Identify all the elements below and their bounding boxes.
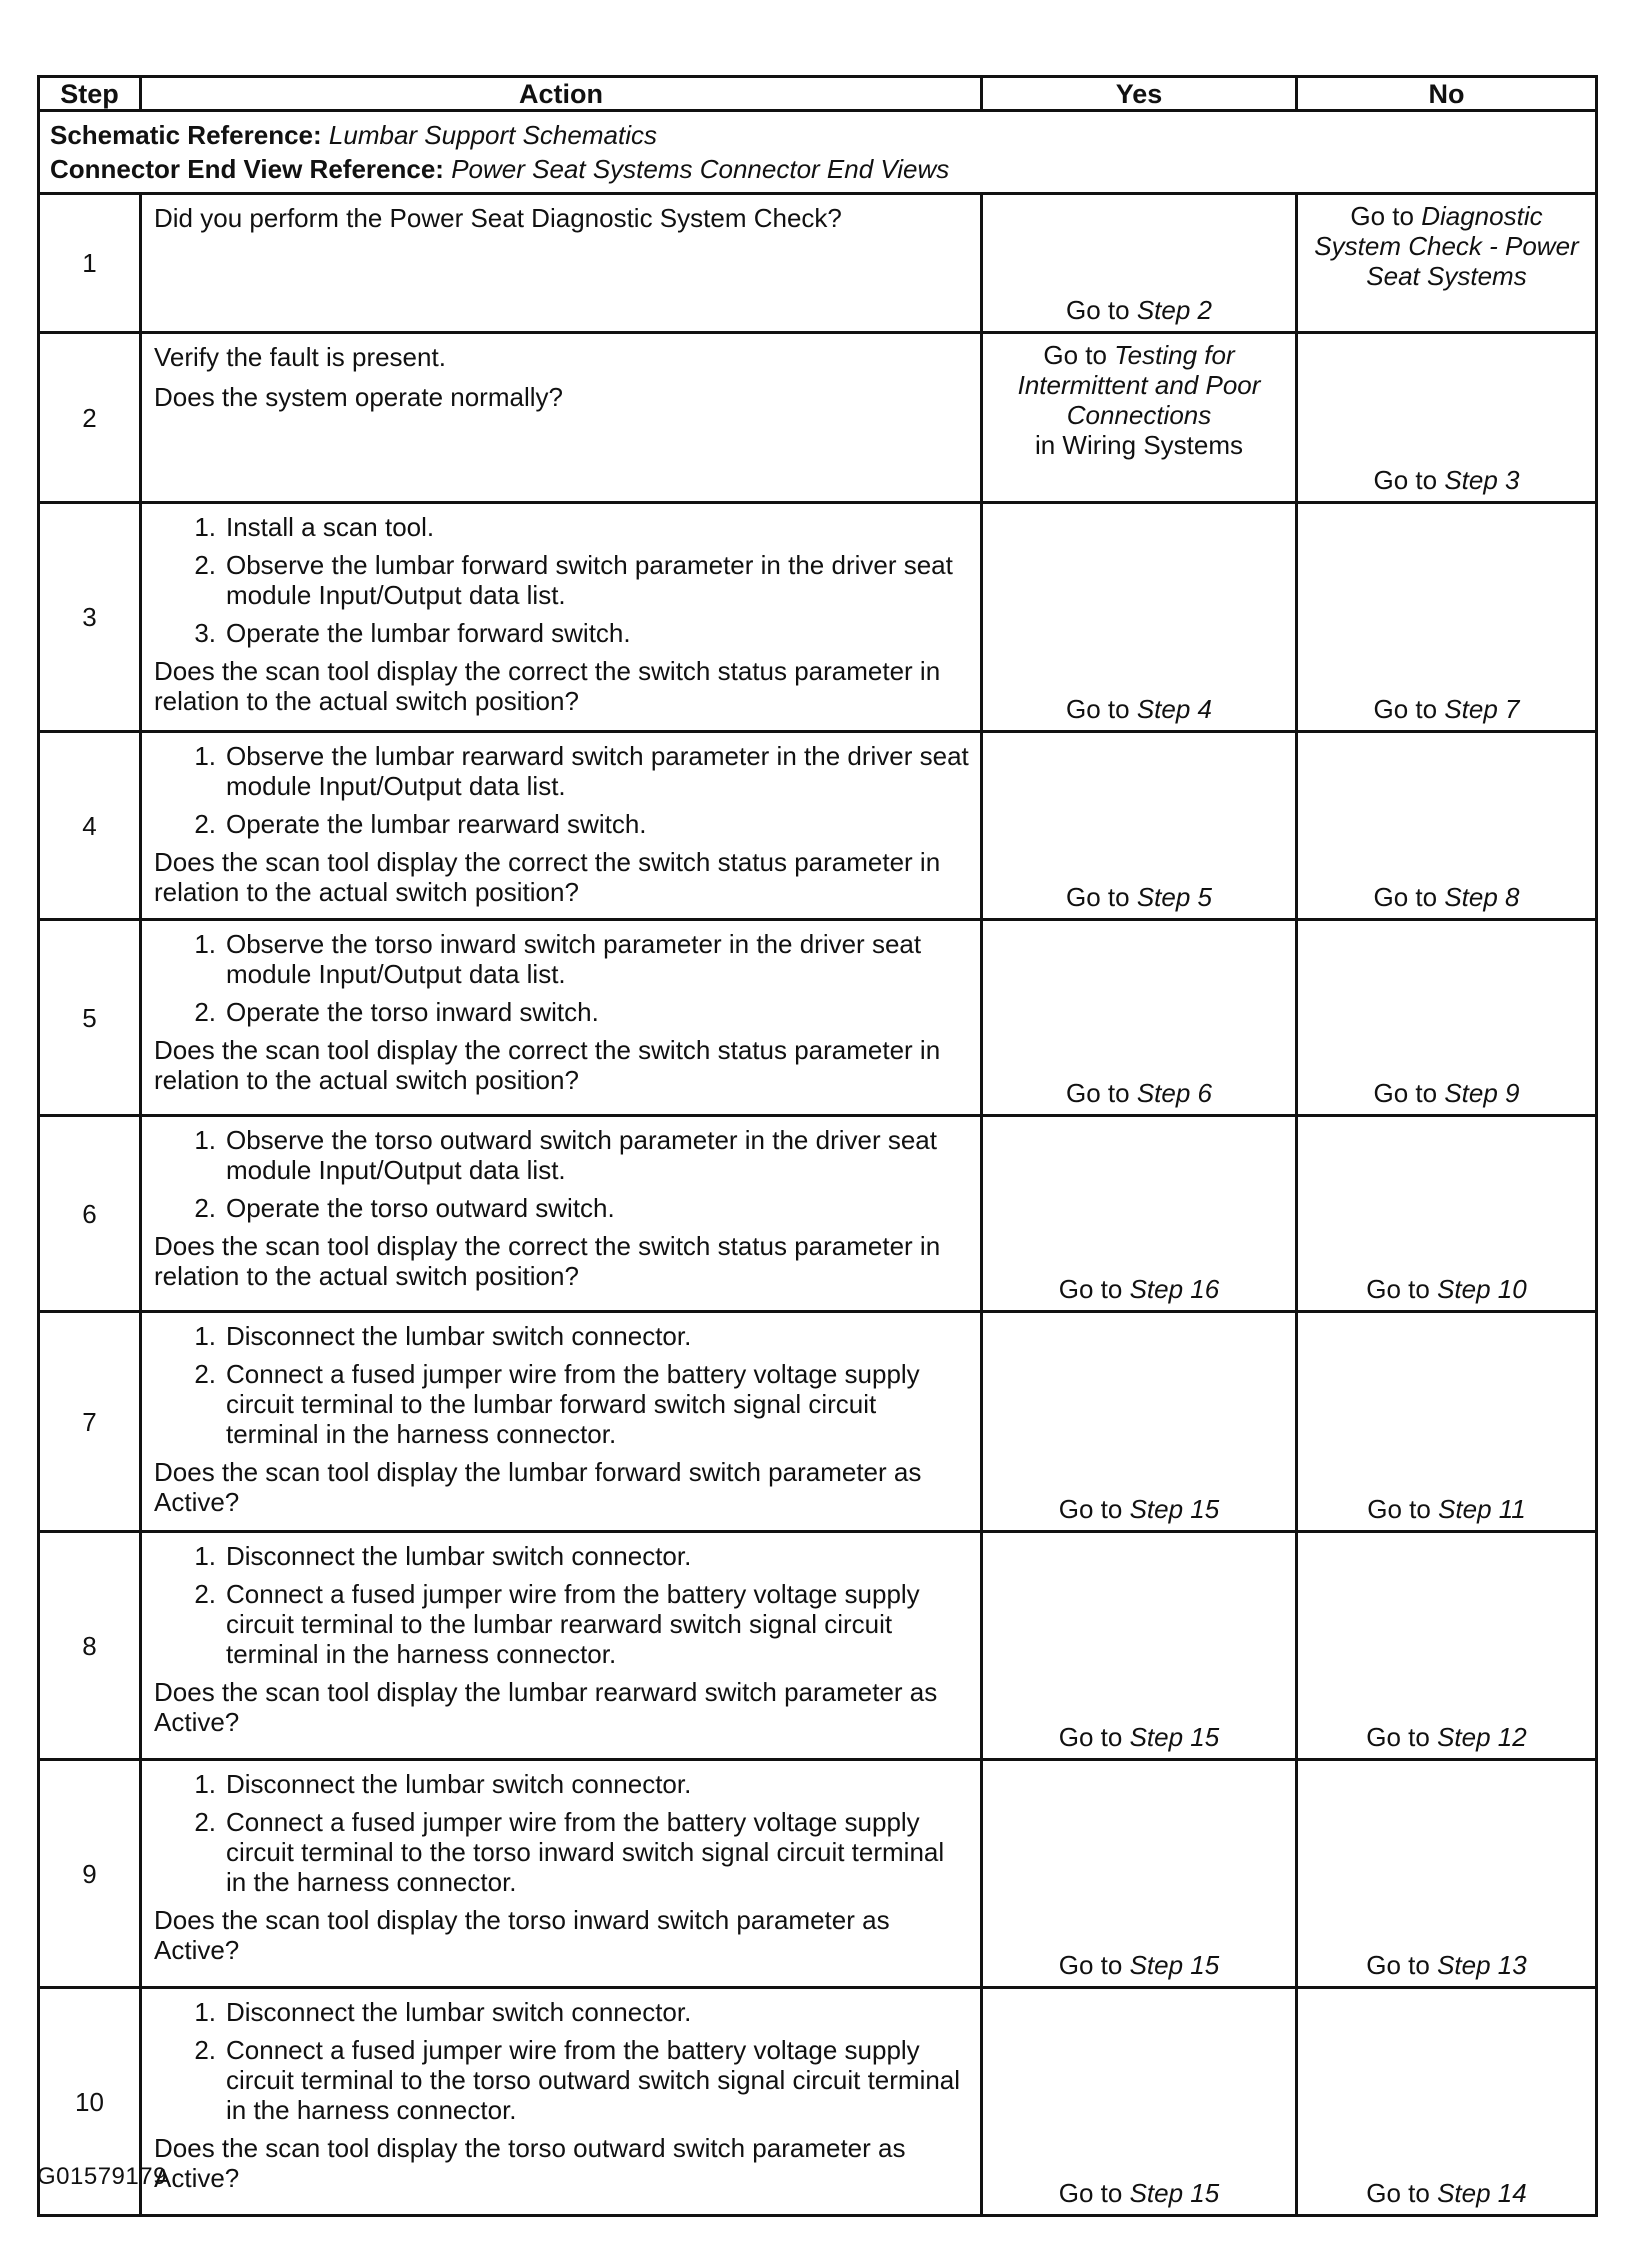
no-goto-link[interactable]: [1374, 1078, 1520, 1108]
substep-number: 1.: [194, 1769, 216, 1799]
diagnostic-table: [37, 75, 1598, 2217]
no-goto-link[interactable]: [1374, 882, 1520, 912]
substep-text: Install a scan tool.: [226, 512, 435, 542]
no-cell: [1297, 1116, 1597, 1312]
action-cell: [141, 503, 982, 732]
substep-number: 2.: [194, 1579, 216, 1609]
no-goto-link[interactable]: [1374, 694, 1520, 724]
substep-item: [154, 1321, 970, 1351]
action-cell: [141, 1988, 982, 2216]
yes-goto-link[interactable]: [1059, 1274, 1219, 1304]
substep-text: Operate the torso inward switch.: [226, 997, 599, 1027]
substep-text: Operate the lumbar rearward switch.: [226, 809, 647, 839]
substep-number: 1.: [194, 1321, 216, 1351]
goto-target: Step 14: [1437, 2178, 1527, 2208]
goto-target: Step 4: [1136, 694, 1212, 724]
connector-reference: [50, 154, 1585, 184]
action-cell: [141, 732, 982, 920]
yes-cell: [982, 1760, 1297, 1988]
substep-item: [154, 618, 970, 648]
schematic-reference: [50, 120, 1585, 150]
no-goto-link[interactable]: [1367, 1494, 1526, 1524]
substep-list: [154, 1125, 970, 1223]
action-cell: [141, 1532, 982, 1760]
substep-list: [154, 741, 970, 839]
substep-item: [154, 997, 970, 1027]
goto-prefix: Go to: [1373, 1078, 1438, 1108]
substep-item: [154, 809, 970, 839]
yes-cell: [982, 1532, 1297, 1760]
action-cell: [141, 333, 982, 503]
yes-cell: [982, 333, 1297, 503]
goto-prefix: Go to: [1058, 1950, 1123, 1980]
goto-suffix: in Wiring Systems: [1034, 430, 1244, 460]
substep-item: [154, 1579, 970, 1669]
substep-text: Disconnect the lumbar switch connector.: [226, 1769, 692, 1799]
goto-target: Step 13: [1437, 1950, 1527, 1980]
substep-item: [154, 1807, 970, 1897]
connector-reference-link[interactable]: Power Seat Systems Connector End Views: [451, 154, 950, 184]
substep-text: Connect a fused jumper wire from the battery voltage supply circuit terminal to the torso outward switch signal circuit terminal in the harness connector.: [226, 2035, 961, 2125]
substep-item: [154, 1769, 970, 1799]
substep-list: [154, 1769, 970, 1897]
substep-text: Disconnect the lumbar switch connector.: [226, 1541, 692, 1571]
header-no: No: [1297, 77, 1597, 111]
substep-number: 2.: [194, 2035, 216, 2065]
goto-prefix: Go to: [1058, 1494, 1123, 1524]
goto-target: Step 15: [1129, 1494, 1220, 1524]
action-question: Does the scan tool display the correct the switch status parameter in relation to the actual switch position?: [154, 847, 941, 907]
action-question: Does the scan tool display the torso outward switch parameter as Active?: [154, 2133, 906, 2193]
table-row: [39, 1532, 1597, 1760]
goto-target: Diagnostic System Check - Power Seat Systems: [1314, 201, 1579, 291]
substep-item: [154, 1193, 970, 1223]
action-cell: [141, 194, 982, 333]
table-row: [39, 1760, 1597, 1988]
substep-list: [154, 1997, 970, 2125]
substep-text: Observe the torso inward switch parameter in the driver seat module Input/Output data list.: [226, 929, 922, 989]
goto-prefix: Go to: [1066, 694, 1130, 724]
table-row: [39, 732, 1597, 920]
yes-cell: [982, 732, 1297, 920]
reference-cell: [39, 111, 1597, 194]
no-cell: [1297, 1312, 1597, 1532]
table-row: [39, 920, 1597, 1116]
no-cell: [1297, 194, 1597, 333]
substep-list: [154, 1321, 970, 1449]
substep-list: [154, 512, 970, 648]
no-cell: [1297, 1988, 1597, 2216]
action-question: Does the scan tool display the lumbar forward switch parameter as Active?: [154, 1457, 922, 1517]
goto-prefix: Go to: [1366, 1274, 1430, 1304]
no-goto-link[interactable]: [1314, 201, 1578, 291]
goto-target: Step 8: [1444, 882, 1520, 912]
action-text: Does the system operate normally?: [154, 382, 563, 412]
substep-text: Operate the torso outward switch.: [226, 1193, 615, 1223]
goto-prefix: Go to: [1373, 694, 1438, 724]
substep-number: 1.: [194, 512, 216, 542]
action-question: Does the scan tool display the correct the switch status parameter in relation to the actual switch position?: [154, 1035, 941, 1095]
substep-item: [154, 1541, 970, 1571]
action-cell: [141, 1760, 982, 1988]
table-body: [39, 111, 1597, 2216]
substep-number: 2.: [194, 997, 216, 1027]
reference-row: [39, 111, 1597, 194]
step-number: 10: [39, 1988, 141, 2216]
substep-number: 1.: [194, 1125, 216, 1155]
goto-target: Step 10: [1437, 1274, 1527, 1304]
action-question: Does the scan tool display the lumbar rearward switch parameter as Active?: [154, 1677, 938, 1737]
step-number: 4: [39, 732, 141, 920]
yes-cell: [982, 194, 1297, 333]
goto-prefix: Go to: [1366, 2178, 1430, 2208]
goto-target: Testing for Intermittent and Poor Connections: [1017, 340, 1261, 430]
goto-target: Step 6: [1136, 1078, 1212, 1108]
goto-target: Step 3: [1444, 465, 1520, 495]
goto-prefix: Go to: [1373, 882, 1438, 912]
goto-target: Step 16: [1129, 1274, 1220, 1304]
action-text: Did you perform the Power Seat Diagnostic System Check?: [154, 203, 842, 233]
goto-target: Step 12: [1437, 1722, 1527, 1752]
step-number: 3: [39, 503, 141, 732]
goto-target: Step 2: [1136, 295, 1212, 325]
goto-prefix: Go to: [1366, 1722, 1430, 1752]
substep-text: Disconnect the lumbar switch connector.: [226, 1321, 692, 1351]
table-row: [39, 1988, 1597, 2216]
goto-target: Step 15: [1129, 2178, 1220, 2208]
yes-cell: [982, 920, 1297, 1116]
no-cell: [1297, 1532, 1597, 1760]
no-cell: [1297, 503, 1597, 732]
table-row: [39, 194, 1597, 333]
goto-prefix: Go to: [1058, 1274, 1123, 1304]
substep-number: 2.: [194, 809, 216, 839]
substep-item: [154, 550, 970, 610]
substep-text: Connect a fused jumper wire from the battery voltage supply circuit terminal to the lumbar forward switch signal circuit terminal in the harness connector.: [226, 1359, 920, 1449]
no-goto-link[interactable]: [1366, 2178, 1526, 2208]
substep-item: [154, 1125, 970, 1185]
substep-list: [154, 929, 970, 1027]
substep-number: 2.: [194, 1193, 216, 1223]
step-number: 1: [39, 194, 141, 333]
substep-text: Connect a fused jumper wire from the battery voltage supply circuit terminal to the lumbar rearward switch signal circuit terminal in the harness connector.: [226, 1579, 920, 1669]
no-goto-link[interactable]: [1366, 1722, 1526, 1752]
no-goto-link[interactable]: [1374, 465, 1520, 495]
yes-cell: [982, 1312, 1297, 1532]
substep-number: 1.: [194, 741, 216, 771]
yes-goto-link[interactable]: [1059, 1950, 1219, 1980]
goto-target: Step 15: [1129, 1722, 1220, 1752]
action-question: Does the scan tool display the correct the switch status parameter in relation to the actual switch position?: [154, 656, 941, 716]
substep-text: Operate the lumbar forward switch.: [226, 618, 631, 648]
no-cell: [1297, 920, 1597, 1116]
no-cell: [1297, 732, 1597, 920]
yes-cell: [982, 1116, 1297, 1312]
goto-prefix: Go to: [1066, 1078, 1130, 1108]
action-question: Does the scan tool display the correct the switch status parameter in relation to the actual switch position?: [154, 1231, 941, 1291]
substep-text: Observe the lumbar rearward switch parameter in the driver seat module Input/Output data list.: [226, 741, 969, 801]
action-cell: [141, 1116, 982, 1312]
header-action: Action: [141, 77, 982, 111]
schematic-reference-link[interactable]: Lumbar Support Schematics: [328, 120, 657, 150]
goto-prefix: Go to: [1350, 201, 1414, 231]
substep-number: 1.: [194, 1997, 216, 2027]
yes-goto-link[interactable]: [1066, 694, 1212, 724]
substep-number: 1.: [194, 929, 216, 959]
substep-item: [154, 512, 970, 542]
goto-prefix: Go to: [1066, 295, 1130, 325]
substep-item: [154, 741, 970, 801]
header-row: [39, 77, 1597, 111]
step-number: 7: [39, 1312, 141, 1532]
action-cell: [141, 920, 982, 1116]
substep-number: 1.: [194, 1541, 216, 1571]
goto-prefix: Go to: [1058, 1722, 1123, 1752]
table-row: [39, 503, 1597, 732]
yes-goto-link[interactable]: [1059, 1722, 1219, 1752]
goto-prefix: Go to: [1366, 1950, 1430, 1980]
step-number: 2: [39, 333, 141, 503]
action-text: Verify the fault is present.: [154, 342, 446, 372]
substep-text: Disconnect the lumbar switch connector.: [226, 1997, 692, 2027]
substep-item: [154, 929, 970, 989]
yes-goto-link[interactable]: [1066, 882, 1212, 912]
substep-number: 2.: [194, 1359, 216, 1389]
no-goto-link[interactable]: [1366, 1274, 1526, 1304]
goto-target: Step 5: [1136, 882, 1212, 912]
goto-target: Step 9: [1444, 1078, 1520, 1108]
substep-item: [154, 2035, 970, 2125]
header-step: Step: [39, 77, 141, 111]
substep-text: Observe the torso outward switch parameter in the driver seat module Input/Output data list.: [226, 1125, 937, 1185]
substep-text: Connect a fused jumper wire from the battery voltage supply circuit terminal to the torso inward switch signal circuit terminal in the harness connector.: [226, 1807, 945, 1897]
substep-text: Observe the lumbar forward switch parameter in the driver seat module Input/Output data list.: [226, 550, 953, 610]
goto-target: Step 15: [1129, 1950, 1220, 1980]
connector-reference-label: Connector End View Reference:: [50, 154, 444, 184]
goto-target: Step 7: [1444, 694, 1520, 724]
yes-goto-link[interactable]: [1059, 1494, 1219, 1524]
yes-goto-link[interactable]: [1066, 1078, 1212, 1108]
substep-item: [154, 1997, 970, 2027]
goto-prefix: Go to: [1373, 465, 1438, 495]
goto-prefix: Go to: [1043, 340, 1107, 370]
goto-target: Step 11: [1438, 1494, 1526, 1524]
action-cell: [141, 1312, 982, 1532]
schematic-reference-label: Schematic Reference:: [50, 120, 322, 150]
table-row: [39, 333, 1597, 503]
substep-number: 2.: [194, 550, 216, 580]
step-number: 5: [39, 920, 141, 1116]
step-number: 6: [39, 1116, 141, 1312]
goto-prefix: Go to: [1058, 2178, 1123, 2208]
header-yes: Yes: [982, 77, 1297, 111]
yes-cell: [982, 503, 1297, 732]
substep-item: [154, 1359, 970, 1449]
step-number: 9: [39, 1760, 141, 1988]
substep-number: 3.: [194, 618, 216, 648]
goto-prefix: Go to: [1367, 1494, 1431, 1524]
table-row: [39, 1312, 1597, 1532]
yes-goto-link[interactable]: [1059, 2178, 1219, 2208]
substep-list: [154, 1541, 970, 1669]
action-question: Does the scan tool display the torso inward switch parameter as Active?: [154, 1905, 890, 1965]
no-cell: [1297, 333, 1597, 503]
table-row: [39, 1116, 1597, 1312]
no-cell: [1297, 1760, 1597, 1988]
yes-goto-link[interactable]: [1018, 340, 1261, 460]
yes-goto-link[interactable]: [1066, 295, 1212, 325]
substep-number: 2.: [194, 1807, 216, 1837]
goto-prefix: Go to: [1066, 882, 1130, 912]
yes-cell: [982, 1988, 1297, 2216]
figure-id: G01579179: [37, 2163, 167, 2190]
step-number: 8: [39, 1532, 141, 1760]
no-goto-link[interactable]: [1366, 1950, 1526, 1980]
